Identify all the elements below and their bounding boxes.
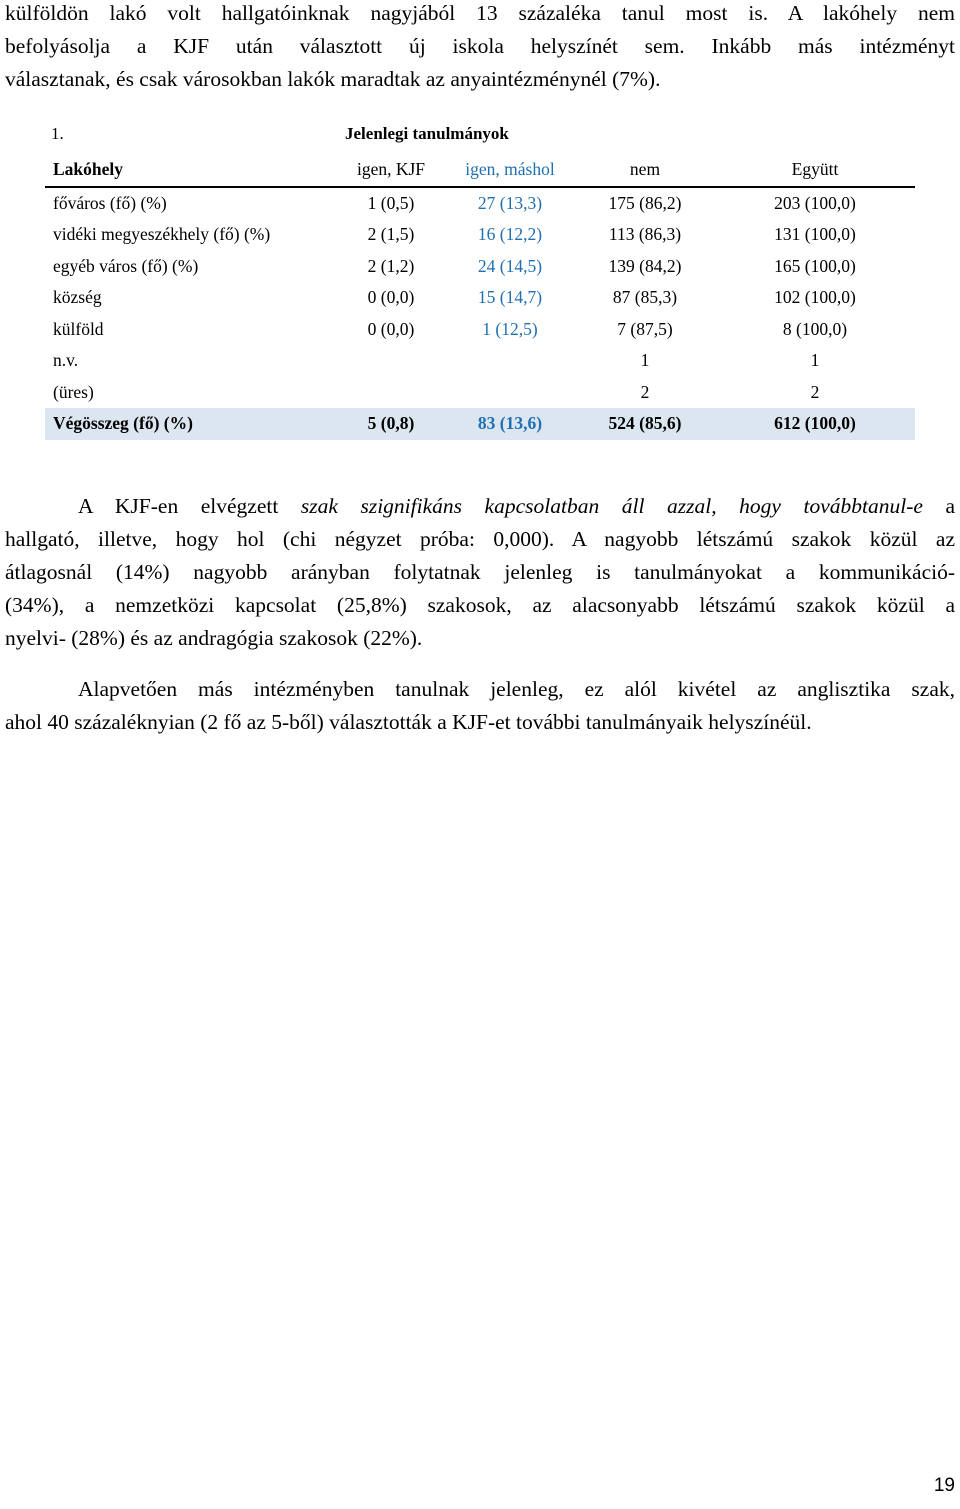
table-row: [45, 187, 915, 220]
text-line: választanak, és csak városokban lakók maradtak az anyaintézménynél (7%).: [5, 67, 661, 91]
table-cell: [445, 345, 575, 377]
text-span: A KJF-en elvégzett: [78, 494, 301, 518]
row-label: külföld: [53, 318, 104, 339]
intro-paragraph: [5, 0, 955, 96]
table-cell: [445, 377, 575, 409]
table-cell: 15 (14,7): [477, 287, 543, 308]
text-line: [5, 490, 955, 523]
table-header-row: [45, 154, 915, 187]
column-header: Együtt: [715, 154, 915, 187]
column-header: igen, KJF: [337, 154, 445, 187]
text-line: befolyásolja a KJF után választott új iskola helyszínét sem. Inkább más intézményt: [5, 34, 955, 58]
text-line: külföldön lakó volt hallgatóinknak nagyjából 13 százaléka tanul most is. A lakóhely nem: [5, 1, 955, 25]
row-label: főváros (fő) (%): [53, 192, 167, 213]
table-cell: 5 (0,8): [337, 408, 445, 440]
table-cell: 131 (100,0): [774, 224, 856, 245]
column-header: igen, máshol: [445, 154, 575, 187]
table-cell: [337, 345, 445, 377]
row-label: egyéb város (fő) (%): [53, 255, 199, 276]
table-number: 1.: [51, 124, 64, 143]
table-cell: 8 (100,0): [782, 318, 848, 339]
table-total-row: [45, 408, 915, 440]
text-line: nyelvi- (28%) és az andragógia szakosok (22%).: [5, 626, 423, 650]
table-cell: 16 (12,2): [477, 224, 543, 245]
row-label: Végösszeg (fő) (%): [45, 408, 337, 440]
table-row: [45, 314, 915, 346]
text-line: Alapvetően más intézményben tanulnak jelenleg, ez alól kivétel az anglisztika szak,: [78, 677, 955, 701]
table-cell: [337, 377, 445, 409]
table-cell: 175 (86,2): [608, 192, 682, 213]
table-cell: 1: [810, 350, 820, 371]
table-cell: 27 (13,3): [477, 192, 543, 213]
table-cell: 524 (85,6): [575, 408, 715, 440]
table-row: [45, 345, 915, 377]
table-row: [45, 219, 915, 251]
table-cell: 612 (100,0): [715, 408, 915, 440]
body-paragraph-2: [5, 673, 955, 739]
table-cell: 0 (0,0): [367, 318, 415, 339]
data-table: [45, 154, 915, 440]
table-title: Jelenlegi tanulmányok: [345, 124, 509, 143]
table-cell: 0 (0,0): [367, 287, 415, 308]
table-cell: 87 (85,3): [612, 287, 678, 308]
row-label: vidéki megyeszékhely (fő) (%): [53, 224, 271, 245]
table-cell: 2: [640, 381, 650, 402]
table-cell: 2 (1,5): [367, 224, 415, 245]
column-header: nem: [575, 154, 715, 187]
table-cell: 1: [640, 350, 650, 371]
text-line: ahol 40 százaléknyian (2 fő az 5-ből) választották a KJF-et további tanulmányaik helyszínéül.: [5, 710, 812, 734]
text-line: (34%), a nemzetközi kapcsolat (25,8%) szakosok, az alacsonyabb létszámú szakok közül a: [5, 593, 955, 617]
table-cell: 102 (100,0): [774, 287, 856, 308]
table-cell: 203 (100,0): [774, 192, 856, 213]
body-paragraph-1: [5, 490, 955, 655]
table-cell: 165 (100,0): [774, 255, 856, 276]
table-cell: 1 (12,5): [482, 318, 538, 339]
text-line: hallgató, illetve, hogy hol (chi négyzet próba: 0,000). A nagyobb létszámú szakok közül az: [5, 527, 955, 551]
table-cell: 139 (84,2): [608, 255, 682, 276]
row-label: (üres): [53, 381, 94, 402]
table-row: [45, 377, 915, 409]
table-cell: 83 (13,6): [445, 408, 575, 440]
table-cell: 1 (0,5): [367, 192, 415, 213]
table-cell: 113 (86,3): [608, 224, 682, 245]
emphasis-text: szak szignifikáns kapcsolatban áll azzal, hogy továbbtanul-e: [300, 494, 923, 518]
table-cell: 24 (14,5): [477, 255, 543, 276]
table-row: [45, 282, 915, 314]
text-line: átlagosnál (14%) nagyobb arányban folytatnak jelenleg is tanulmányokat a kommunikáció-: [5, 560, 955, 584]
text-span: a: [922, 494, 955, 518]
row-label: község: [53, 287, 102, 308]
row-label: n.v.: [53, 350, 79, 371]
page-number: 19: [933, 1475, 955, 1496]
table-cell: 2 (1,2): [367, 255, 415, 276]
table-cell: 7 (87,5): [617, 318, 673, 339]
column-header: Lakóhely: [45, 154, 337, 187]
table-cell: 2: [810, 381, 820, 402]
table-row: [45, 251, 915, 283]
